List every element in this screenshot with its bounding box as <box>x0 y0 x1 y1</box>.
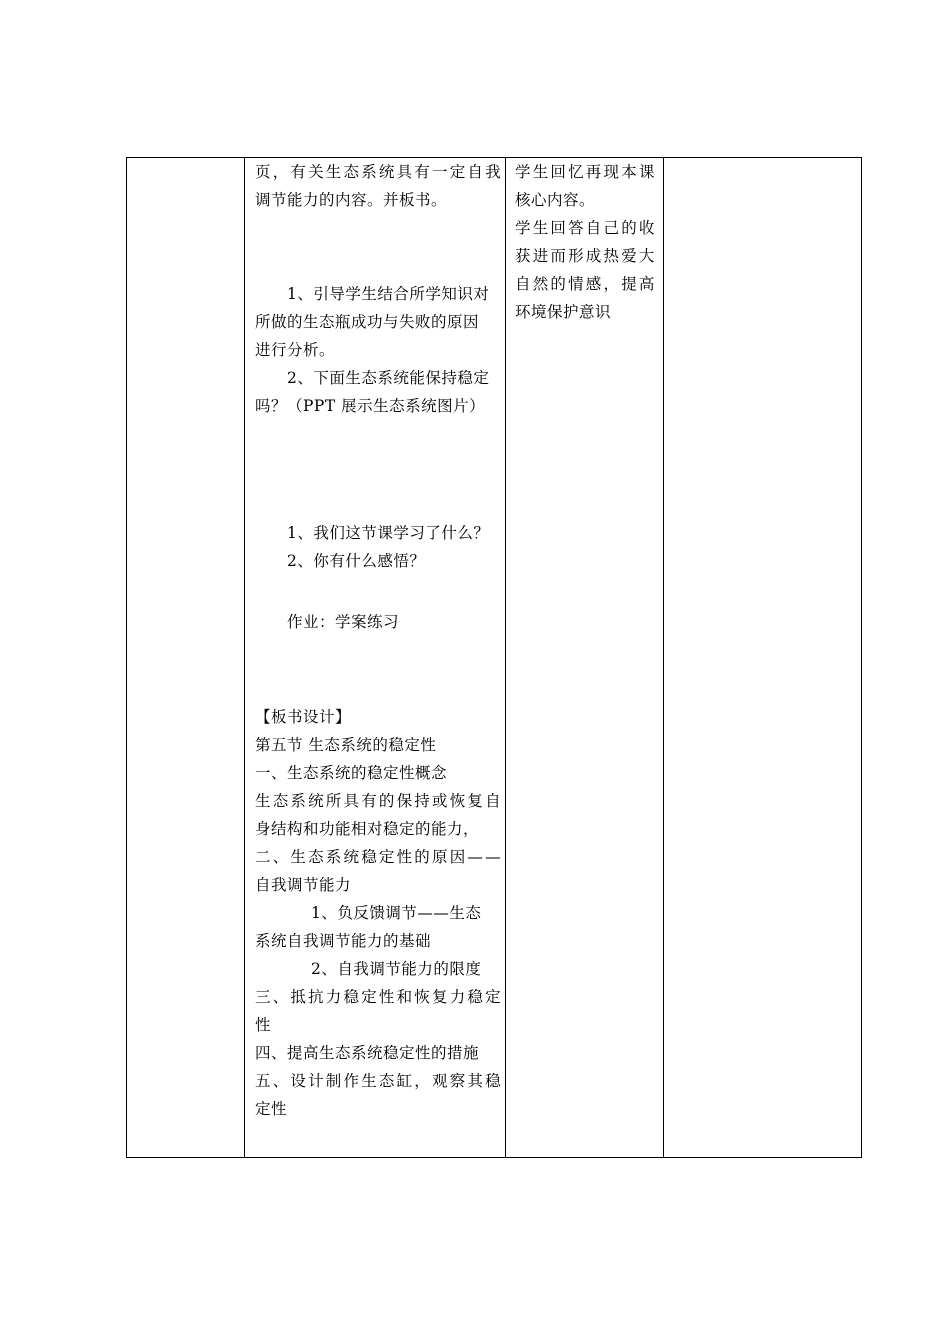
intro-line: 页，有关生态系统具有一定自我 <box>255 163 503 181</box>
question-line: 2、下面生态系统能保持稳定 <box>287 369 490 387</box>
board-line: 2、自我调节能力的限度 <box>311 960 482 978</box>
stage-column-cell <box>127 158 244 1157</box>
board-line: 身结构和功能相对稳定的能力， <box>255 820 480 838</box>
board-line: 二、生态系统稳定性的原因—— <box>255 848 503 866</box>
student-activity-cell <box>506 158 663 1157</box>
homework-line: 作业：学案练习 <box>287 613 400 631</box>
board-line: 生态系统所具有的保持或恢复自 <box>255 792 503 810</box>
student-line: 获进而形成热爱大 <box>515 247 657 265</box>
analysis-line: 1、引导学生结合所学知识对 <box>287 285 490 303</box>
question-line: 吗？（PPT 展示生态系统图片） <box>255 397 486 415</box>
board-line: 性 <box>255 1016 272 1034</box>
student-line: 环境保护意识 <box>515 303 612 321</box>
board-line: 自我调节能力 <box>255 876 352 894</box>
analysis-line: 进行分析。 <box>255 341 336 359</box>
intro-line: 调节能力的内容。并板书。 <box>255 191 448 209</box>
summary-question: 2、你有什么感悟？ <box>287 552 426 570</box>
board-line: 五、设计制作生态缸，观察其稳 <box>255 1072 503 1090</box>
student-line: 自然的情感，提高 <box>515 275 657 293</box>
student-line: 学生回忆再现本课 <box>515 163 657 181</box>
student-line: 学生回答自己的收 <box>515 219 657 237</box>
summary-question: 1、我们这节课学习了什么？ <box>287 524 490 542</box>
board-line: 第五节 生态系统的稳定性 <box>255 736 437 754</box>
analysis-line: 所做的生态瓶成功与失败的原因 <box>255 313 480 331</box>
student-line: 核心内容。 <box>515 191 596 209</box>
lesson-table <box>126 157 862 1158</box>
board-design-title: 【板书设计】 <box>255 708 352 726</box>
board-line: 一、生态系统的稳定性概念 <box>255 764 448 782</box>
board-line: 定性 <box>255 1100 288 1118</box>
board-line: 1、负反馈调节——生态 <box>311 904 482 922</box>
design-intent-cell <box>664 158 861 1157</box>
board-line: 三、抵抗力稳定性和恢复力稳定 <box>255 988 503 1006</box>
board-line: 系统自我调节能力的基础 <box>255 932 432 950</box>
board-line: 四、提高生态系统稳定性的措施 <box>255 1044 480 1062</box>
teacher-activity-cell <box>245 158 505 1157</box>
